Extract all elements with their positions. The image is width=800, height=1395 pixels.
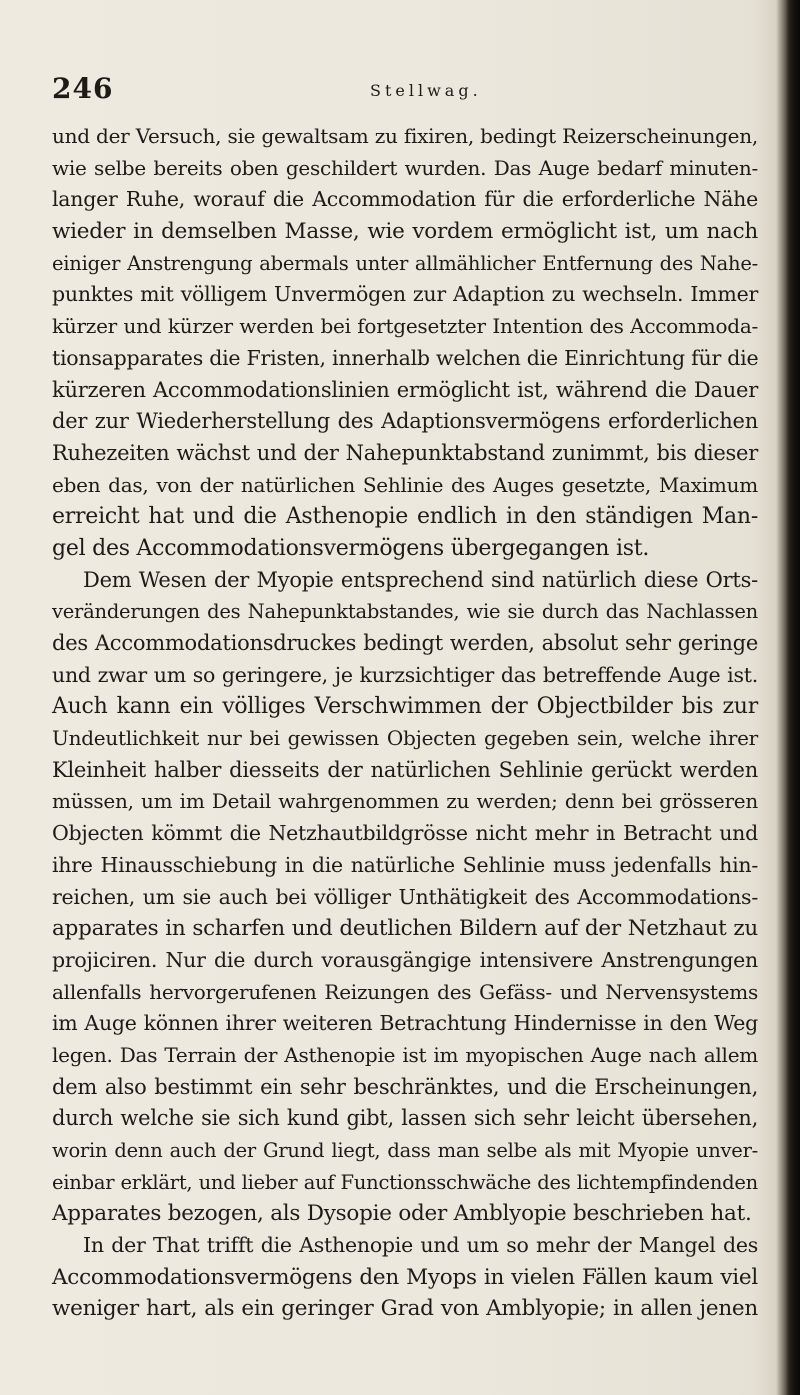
text-line: apparates in scharfen und deutlichen Bildern auf der Netzhaut zu xyxy=(52,916,758,942)
text-line: und zwar um so geringere, je kurzsichtiger das betreffende Auge ist. xyxy=(52,662,758,687)
text-line: langer Ruhe, worauf die Accommodation für die erforderliche Nähe xyxy=(52,187,758,212)
text-line: eben das, von der natürlichen Sehlinie des Auges gesetzte, Maximum xyxy=(52,472,758,497)
text-line: im Auge können ihrer weiteren Betrachtung Hindernisse in den Weg xyxy=(52,1011,758,1036)
text-line: Dem Wesen der Myopie entsprechend sind natürlich diese Orts- xyxy=(83,567,758,592)
text-line: wie selbe bereits oben geschildert wurden. Das Auge bedarf minuten- xyxy=(52,155,758,180)
text-line: Accommodationsvermögens den Myops in vielen Fällen kaum viel xyxy=(52,1264,758,1290)
running-head: Stellwag. xyxy=(370,81,482,100)
text-line: Kleinheit halber diesseits der natürlichen Sehlinie gerückt werden xyxy=(52,757,758,782)
text-line: Apparates bezogen, als Dysopie oder Amblyopie beschrieben hat. xyxy=(52,1201,752,1227)
text-line: durch welche sie sich kund gibt, lassen sich sehr leicht übersehen, xyxy=(52,1106,758,1131)
text-line: Auch kann ein völliges Verschwimmen der Objectbilder bis zur xyxy=(52,694,758,720)
text-line: reichen, um sie auch bei völliger Unthätigkeit des Accommodations- xyxy=(52,884,758,909)
text-line: legen. Das Terrain der Asthenopie ist im myopischen Auge nach allem xyxy=(52,1042,758,1067)
text-line: ihre Hinausschiebung in die natürliche Sehlinie muss jedenfalls hin- xyxy=(52,852,758,877)
text-line: Objecten kömmt die Netzhautbildgrösse nicht mehr in Betracht und xyxy=(52,821,758,846)
text-line: wieder in demselben Masse, wie vordem ermöglicht ist, um nach xyxy=(52,219,758,245)
text-line: veränderungen des Nahepunktabstandes, wie sie durch das Nachlassen xyxy=(52,600,758,624)
text-line: kürzeren Accommodationslinien ermöglicht ist, während die Dauer xyxy=(52,377,758,402)
text-line: kürzer und kürzer werden bei fortgesetzter Intention des Accommoda- xyxy=(52,314,758,339)
text-line: und der Versuch, sie gewaltsam zu fixiren, bedingt Reizerscheinungen, xyxy=(52,124,758,148)
text-line: gel des Accommodationsvermögens übergegangen ist. xyxy=(52,535,650,561)
text-line: worin denn auch der Grund liegt, dass man selbe als mit Myopie unver- xyxy=(52,1139,758,1162)
text-line: tionsapparates die Fristen, innerhalb welchen die Einrichtung für die xyxy=(52,345,759,370)
text-line: projiciren. Nur die durch vorausgängige intensivere Anstrengungen xyxy=(52,947,758,972)
body-text xyxy=(52,121,758,1325)
text-line: der zur Wiederherstellung des Adaptionsvermögens erforderlichen xyxy=(52,409,758,434)
text-line: müssen, um im Detail wahrgenommen zu werden; denn bei grösseren xyxy=(52,789,758,814)
text-line: einbar erklärt, und lieber auf Functionsschwäche des lichtempfindenden xyxy=(52,1170,758,1194)
text-line: des Accommodationsdruckes bedingt werden, absolut sehr geringe xyxy=(52,631,758,655)
text-line: erreicht hat und die Asthenopie endlich in den ständigen Man- xyxy=(52,504,758,530)
text-line: weniger hart, als ein geringer Grad von Amblyopie; in allen jenen xyxy=(52,1296,758,1322)
text-line: In der That trifft die Asthenopie und um so mehr der Mangel des xyxy=(83,1233,758,1258)
text-line: allenfalls hervorgerufenen Reizungen des Gefäss- und Nervensystems xyxy=(52,979,758,1004)
text-line: punktes mit völligem Unvermögen zur Adaption zu wechseln. Immer xyxy=(52,282,758,307)
page-header xyxy=(52,72,732,112)
text-line: dem also bestimmt ein sehr beschränktes, und die Erscheinungen, xyxy=(52,1074,758,1099)
page-number: 246 xyxy=(52,72,114,105)
text-line: Ruhezeiten wächst und der Nahepunktabstand zunimmt, bis dieser xyxy=(52,440,758,465)
book-binding-edge xyxy=(786,0,800,1395)
text-line: einiger Anstrengung abermals unter allmählicher Entfernung des Nahe- xyxy=(52,251,758,275)
text-line: Undeutlichkeit nur bei gewissen Objecten gegeben sein, welche ihrer xyxy=(52,726,758,751)
